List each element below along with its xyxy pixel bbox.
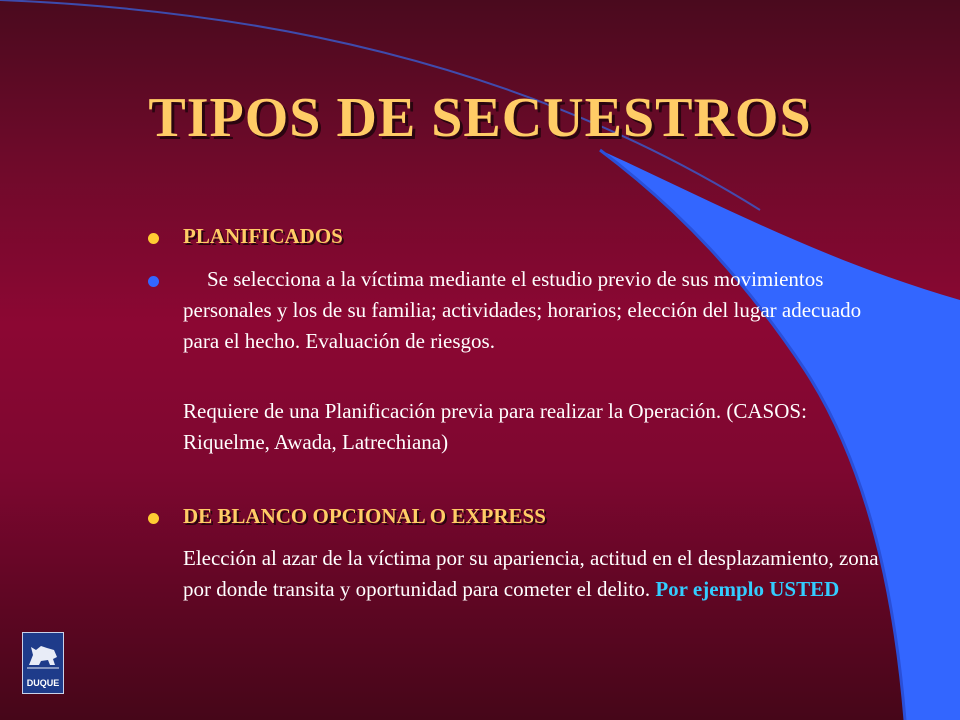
- highlight-text: Por ejemplo USTED: [655, 577, 840, 601]
- express-description: [183, 543, 883, 605]
- planificados-note: Requiere de una Planificación previa para realizar la Operación. (CASOS: Riquelme, Awada, Latrechiana): [183, 399, 807, 454]
- express-description-text: Elección al azar de la víctima por su apariencia, actitud en el desplazamiento, zona por donde transita y oportunidad para cometer el delito.: [183, 546, 879, 601]
- bullet-icon: [148, 276, 159, 287]
- wolf-logo-icon: [23, 635, 63, 675]
- logo-wordmark: DUQUE: [26, 678, 60, 688]
- planificados-description: Se selecciona a la víctima mediante el estudio previo de sus movimientos personales y los de su familia; actividades; horarios; elección del lugar adecuado para el hecho. Evaluación de riesgos.: [183, 267, 862, 353]
- section-heading-planificados: PLANIFICADOS: [183, 224, 343, 248]
- bullet-icon: [148, 233, 159, 244]
- company-logo: [22, 632, 64, 694]
- slide-title: TIPOS DE SECUESTROS: [148, 87, 812, 149]
- bullet-icon: [148, 513, 159, 524]
- section-heading-express: DE BLANCO OPCIONAL O EXPRESS: [183, 504, 546, 528]
